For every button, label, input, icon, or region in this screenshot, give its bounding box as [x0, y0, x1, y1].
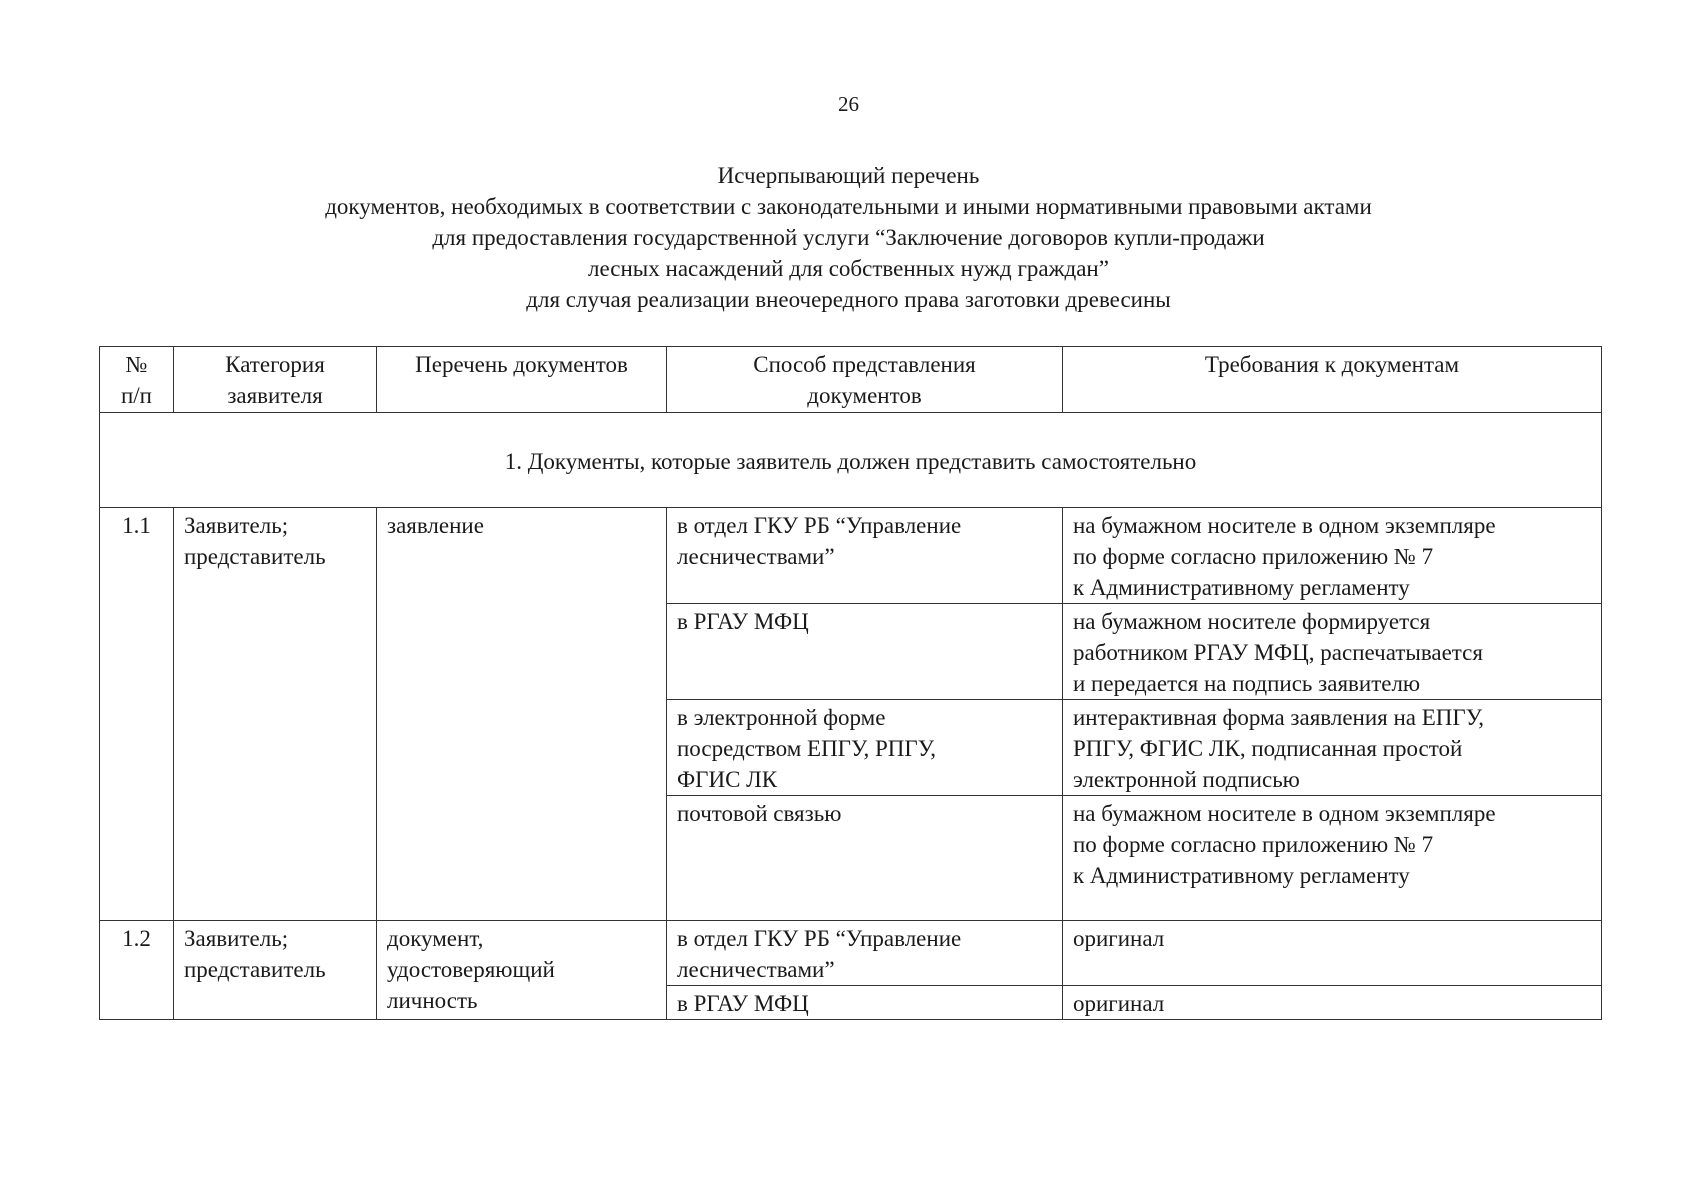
- title-line: для случая реализации внеочередного права заготовки древесины: [526, 287, 1171, 312]
- section-heading: 1. Документы, которые заявитель должен представить самостоятельно: [100, 413, 1602, 508]
- row-requirement: на бумажном носителе формируется работником РГАУ МФЦ, распечатывается и передается на подпись заявителю: [1063, 604, 1602, 700]
- row-category: Заявитель; представитель: [174, 508, 377, 921]
- row-category: Заявитель; представитель: [174, 921, 377, 1020]
- row-document: документ, удостоверяющий личность: [377, 921, 667, 1020]
- row-method: в отдел ГКУ РБ “Управление лесничествами”: [667, 508, 1063, 604]
- header-documents: Перечень документов: [377, 347, 667, 413]
- header-requirements: Требования к документам: [1063, 347, 1602, 413]
- title-line: лесных насаждений для собственных нужд граждан”: [588, 256, 1109, 281]
- title-line: документов, необходимых в соответствии с законодательными и иными нормативными правовыми актами: [325, 194, 1372, 219]
- header-method: Способ представления документов: [667, 347, 1063, 413]
- title-line: для предоставления государственной услуги “Заключение договоров купли-продажи: [432, 225, 1265, 250]
- row-requirement: на бумажном носителе в одном экземпляре по форме согласно приложению № 7 к Административному регламенту: [1063, 508, 1602, 604]
- table-row: [100, 921, 1602, 986]
- documents-table: [99, 346, 1602, 1020]
- row-method: почтовой связью: [667, 796, 1063, 921]
- row-method: в отдел ГКУ РБ “Управление лесничествами”: [667, 921, 1063, 986]
- row-method: в РГАУ МФЦ: [667, 604, 1063, 700]
- row-method: в электронной форме посредством ЕПГУ, РПГУ, ФГИС ЛК: [667, 700, 1063, 796]
- title-line: Исчерпывающий перечень: [717, 163, 980, 188]
- header-num: № п/п: [100, 347, 174, 413]
- row-document: заявление: [377, 508, 667, 921]
- row-requirement: интерактивная форма заявления на ЕПГУ, РПГУ, ФГИС ЛК, подписанная простой электронной подписью: [1063, 700, 1602, 796]
- row-requirement: оригинал: [1063, 921, 1602, 986]
- document-title: [0, 160, 1697, 315]
- row-method: в РГАУ МФЦ: [667, 986, 1063, 1020]
- table-header-row: [100, 347, 1602, 413]
- page-number: 26: [838, 92, 859, 116]
- row-requirement: оригинал: [1063, 986, 1602, 1020]
- row-requirement: на бумажном носителе в одном экземпляре по форме согласно приложению № 7 к Административному регламенту: [1063, 796, 1602, 921]
- row-num: 1.2: [100, 921, 174, 1020]
- row-num: 1.1: [100, 508, 174, 921]
- header-category: Категория заявителя: [174, 347, 377, 413]
- section-row: [100, 413, 1602, 508]
- table-row: [100, 508, 1602, 604]
